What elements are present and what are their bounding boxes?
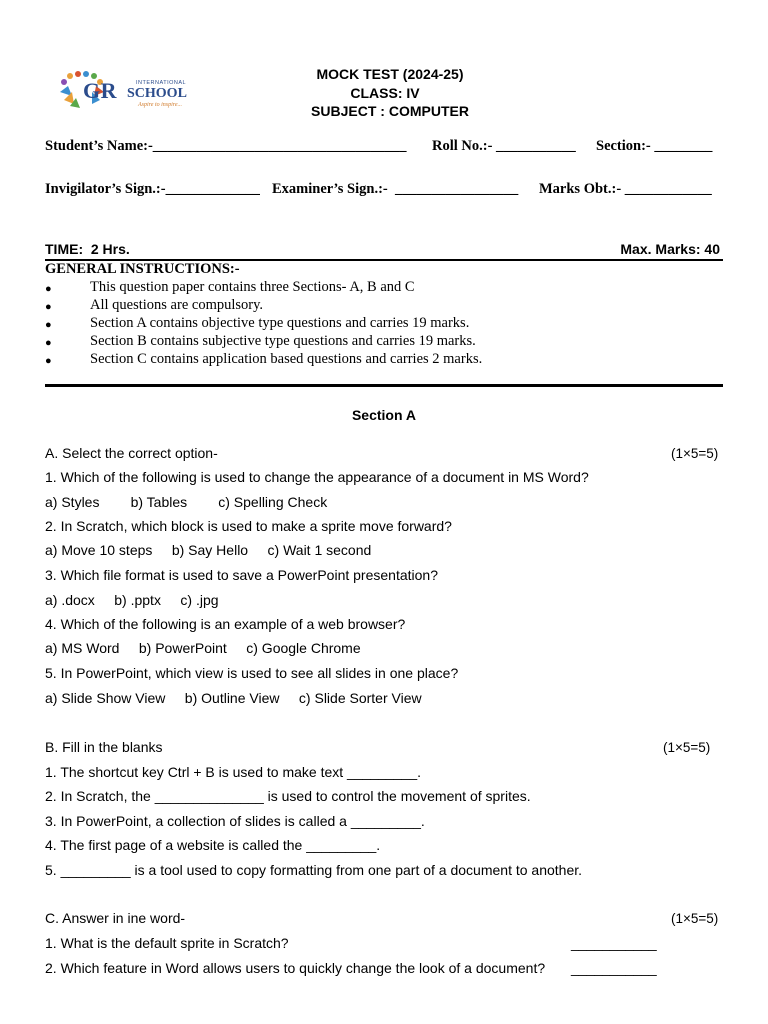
- question-line: 4. The first page of a website is called the _________.: [45, 837, 381, 853]
- instruction-item: Section C contains application based questions and carries 2 marks.: [90, 351, 483, 367]
- question-line: 2. In Scratch, which block is used to make a sprite move forward?: [45, 518, 452, 534]
- instructions-heading: GENERAL INSTRUCTIONS:-: [45, 261, 240, 277]
- instruction-item: Section A contains objective type questions and carries 19 marks.: [90, 315, 470, 331]
- instruction-item: This question paper contains three Sections- A, B and C: [90, 279, 415, 295]
- subject-label: SUBJECT : COMPUTER: [311, 103, 469, 119]
- exam-title: MOCK TEST (2024-25): [316, 66, 464, 82]
- options-line: a) Slide Show View b) Outline View c) Slide Sorter View: [45, 690, 422, 706]
- part-b-marks: (1×5=5): [663, 740, 711, 755]
- question-line: 5. In PowerPoint, which view is used to see all slides in one place?: [45, 665, 459, 681]
- part-a-heading: A. Select the correct option-: [45, 445, 218, 461]
- instruction-item: Section B contains subjective type questions and carries 19 marks.: [90, 333, 476, 349]
- marks-obtained-field[interactable]: Marks Obt.:- ____________: [539, 181, 712, 197]
- part-c-heading: C. Answer in ine word-: [45, 910, 186, 926]
- part-a-marks: (1×5=5): [671, 446, 719, 461]
- bullet-icon: ●: [45, 301, 52, 313]
- section-a-title: Section A: [351, 407, 417, 423]
- options-line: a) .docx b) .pptx c) .jpg: [45, 592, 219, 608]
- class-label: CLASS: IV: [350, 85, 420, 101]
- question-line: 1. Which of the following is used to change the appearance of a document in MS Word?: [45, 469, 589, 485]
- options-line: a) Move 10 steps b) Say Hello c) Wait 1 second: [45, 542, 372, 558]
- time-label: TIME: 2 Hrs.: [45, 241, 130, 257]
- answer-blank[interactable]: ___________: [571, 960, 657, 976]
- school-logo: [50, 64, 190, 114]
- question-line: 2. In Scratch, the ______________ is used to control the movement of sprites.: [45, 788, 531, 804]
- section-field[interactable]: Section:- ________: [596, 138, 713, 154]
- question-line: 1. What is the default sprite in Scratch?: [45, 935, 289, 951]
- bullet-icon: ●: [45, 319, 52, 331]
- question-line: 3. In PowerPoint, a collection of slides is called a _________.: [45, 813, 425, 829]
- examiner-sign-field[interactable]: Examiner’s Sign.:- _________________: [272, 181, 519, 197]
- question-line: 3. Which file format is used to save a PowerPoint presentation?: [45, 567, 438, 583]
- divider: [45, 384, 723, 387]
- max-marks-label: Max. Marks: 40: [620, 241, 720, 257]
- bullet-icon: ●: [45, 355, 52, 367]
- answer-blank[interactable]: ___________: [571, 935, 657, 951]
- part-c-marks: (1×5=5): [671, 911, 719, 926]
- logo-international-text: INTERNATIONAL: [136, 80, 187, 86]
- logo-school-text: SCHOOL: [127, 86, 187, 101]
- logo-tagline: Aspire to inspire...: [138, 102, 183, 108]
- logo-gr-text: GR: [83, 78, 117, 103]
- options-line: a) Styles b) Tables c) Spelling Check: [45, 494, 328, 510]
- question-line: 1. The shortcut key Ctrl + B is used to make text _________.: [45, 764, 422, 780]
- instruction-item: All questions are compulsory.: [90, 297, 264, 313]
- options-line: a) MS Word b) PowerPoint c) Google Chrome: [45, 640, 361, 656]
- question-line: 5. _________ is a tool used to copy formatting from one part of a document to another.: [45, 862, 583, 878]
- bullet-icon: ●: [45, 283, 52, 295]
- question-line: 4. Which of the following is an example of a web browser?: [45, 616, 406, 632]
- part-b-heading: B. Fill in the blanks: [45, 739, 163, 755]
- invigilator-sign-field[interactable]: Invigilator’s Sign.:-_____________: [45, 181, 260, 197]
- student-name-field[interactable]: Student’s Name:-___________________________________: [45, 138, 407, 154]
- question-line: 2. Which feature in Word allows users to quickly change the look of a document?: [45, 960, 546, 976]
- roll-no-field[interactable]: Roll No.:- ___________: [432, 138, 576, 154]
- bullet-icon: ●: [45, 337, 52, 349]
